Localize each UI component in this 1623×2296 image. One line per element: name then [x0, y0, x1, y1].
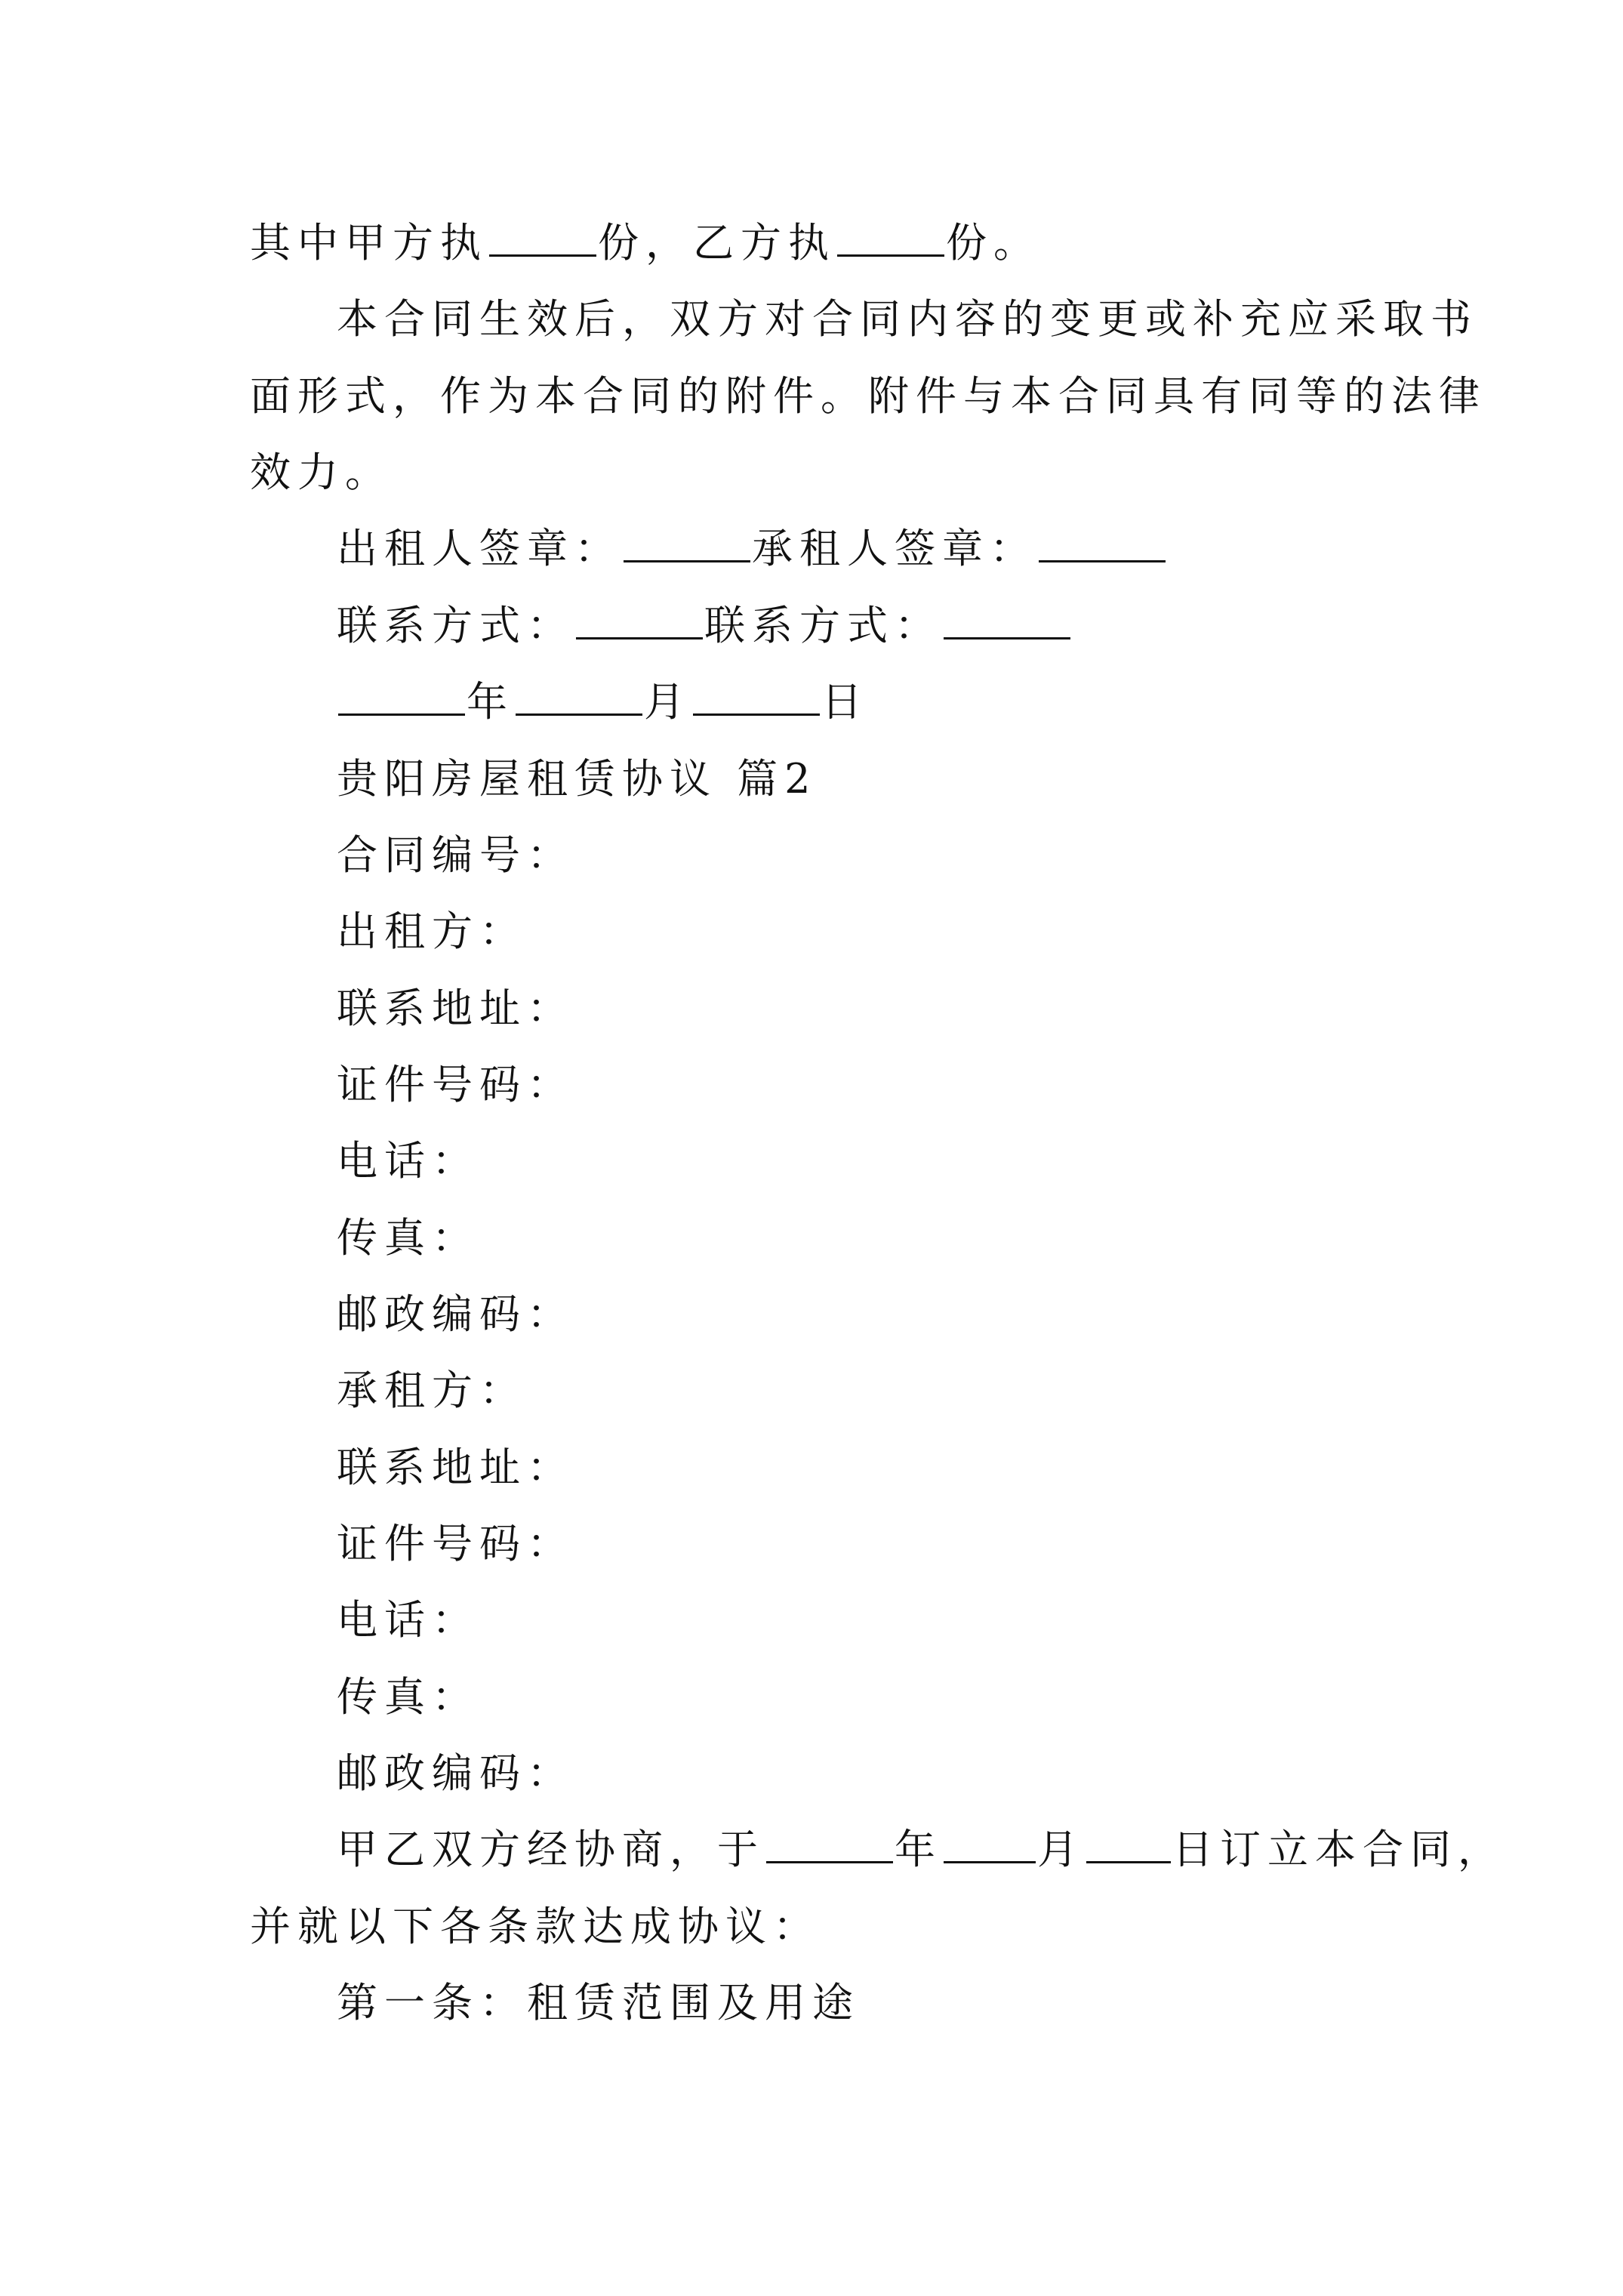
- amendment-line-1: 本合同生效后，双方对合同内容的变更或补充应采取书: [337, 295, 1478, 343]
- lessor-contact-blank[interactable]: [576, 604, 703, 639]
- amendment-line-3: 效力。: [250, 448, 393, 496]
- agreement-month-label: 月: [1037, 1826, 1085, 1873]
- agreement-month-blank[interactable]: [944, 1828, 1036, 1863]
- date-line: [337, 675, 869, 729]
- amendment-line-2: 面形式，作为本合同的附件。附件与本合同具有同等的法律: [250, 372, 1486, 420]
- date-year-blank[interactable]: [338, 680, 465, 716]
- date-month-blank[interactable]: [516, 680, 642, 716]
- contact-line: [337, 599, 1072, 653]
- agreement-text-2: 日订立本合同，: [1172, 1826, 1505, 1873]
- lessor-contact-label: 联系方式：: [337, 602, 574, 649]
- copies-text-2: 份，乙方执: [598, 219, 836, 267]
- article-one-title: 第一条：租赁范围及用途: [337, 1979, 860, 2026]
- lessor-address-label: 联系地址：: [337, 985, 574, 1032]
- agreement-year-blank[interactable]: [766, 1828, 893, 1863]
- lessee-fax-label: 传真：: [337, 1673, 479, 1721]
- agreement-line-2: 并就以下各条款达成协议：: [250, 1903, 821, 1950]
- date-day-label: 日: [821, 678, 869, 726]
- copies-text-3: 份。: [946, 219, 1041, 267]
- lessee-address-label: 联系地址：: [337, 1444, 574, 1491]
- signature-line: [337, 522, 1167, 576]
- date-month-label: 月: [644, 678, 691, 726]
- lessor-title: 出租方：: [337, 908, 527, 955]
- lessor-phone-label: 电话：: [337, 1137, 479, 1185]
- lessor-id-label: 证件号码：: [337, 1061, 574, 1108]
- lessee-signature-label: 承租人签章：: [752, 525, 1037, 572]
- lessee-contact-blank[interactable]: [944, 604, 1070, 639]
- lessor-signature-label: 出租人签章：: [337, 525, 622, 572]
- party-a-copies-blank[interactable]: [489, 221, 596, 257]
- lessee-title: 承租方：: [337, 1367, 527, 1414]
- lessor-signature-blank[interactable]: [624, 527, 750, 562]
- agreement-line-1: [337, 1823, 1505, 1877]
- lessee-contact-label: 联系方式：: [704, 602, 942, 649]
- lessee-id-label: 证件号码：: [337, 1520, 574, 1567]
- lessor-postal-label: 邮政编码：: [337, 1290, 574, 1338]
- agreement-text-1: 甲乙双方经协商，于: [337, 1826, 765, 1873]
- party-b-copies-blank[interactable]: [837, 221, 944, 257]
- date-day-blank[interactable]: [693, 680, 820, 716]
- agreement-year-label: 年: [895, 1826, 942, 1873]
- lessee-signature-blank[interactable]: [1039, 527, 1166, 562]
- contract-number-label: 合同编号：: [337, 831, 574, 879]
- section-title: 贵阳房屋租赁协议 篇2: [337, 755, 818, 803]
- date-year-label: 年: [467, 678, 514, 726]
- lessor-fax-label: 传真：: [337, 1214, 479, 1262]
- lessee-phone-label: 电话：: [337, 1596, 479, 1644]
- copies-text-1: 其中甲方执: [250, 219, 488, 267]
- lessee-postal-label: 邮政编码：: [337, 1749, 574, 1797]
- agreement-day-blank[interactable]: [1086, 1828, 1171, 1863]
- copies-line: [250, 216, 1041, 270]
